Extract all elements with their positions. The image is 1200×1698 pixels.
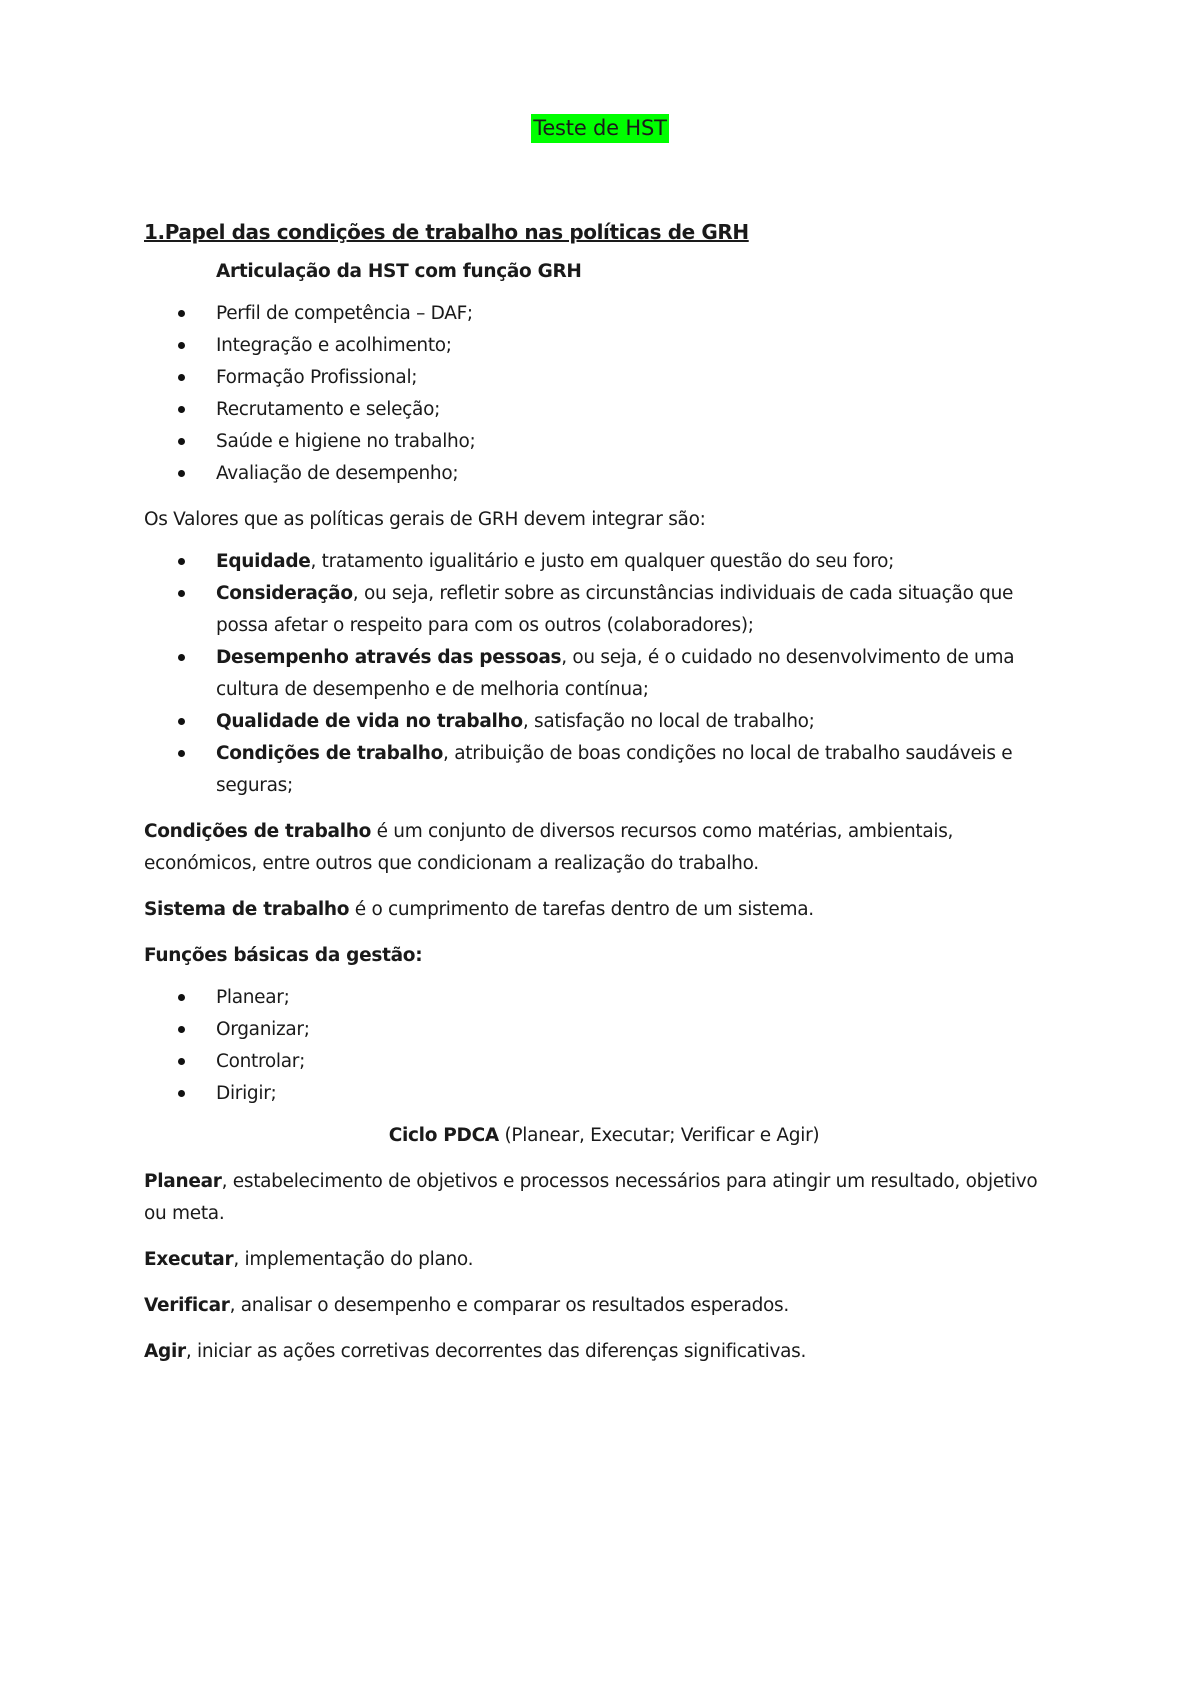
definition-term: Condições de trabalho	[144, 821, 372, 842]
pdca-heading	[144, 1120, 1064, 1152]
step-term: Agir	[144, 1341, 186, 1362]
section-heading: 1.Papel das condições de trabalho nas políticas de GRH	[144, 220, 749, 244]
list-item: Perfil de competência – DAF;	[216, 298, 1064, 330]
definition-condicoes	[144, 816, 1064, 880]
list-item: Saúde e higiene no trabalho;	[216, 426, 1064, 458]
step-term: Planear	[144, 1171, 222, 1192]
management-functions-list	[144, 982, 1064, 1110]
functions-heading: Funções básicas da gestão:	[144, 945, 423, 966]
list-item: Dirigir;	[216, 1078, 1064, 1110]
step-term: Verificar	[144, 1295, 230, 1316]
section-subheading: Articulação da HST com função GRH	[216, 261, 582, 282]
value-text: , tratamento igualitário e justo em qualquer questão do seu foro;	[310, 551, 895, 572]
value-text: , atribuição de boas condições no local de trabalho saudáveis e seguras;	[216, 743, 1013, 796]
pdca-step	[144, 1290, 1064, 1322]
step-text: , implementação do plano.	[233, 1249, 474, 1270]
value-text: , ou seja, é o cuidado no desenvolvimento de uma cultura de desempenho e de melhoria contínua;	[216, 647, 1015, 700]
list-item: Formação Profissional;	[216, 362, 1064, 394]
grh-functions-list	[144, 298, 1064, 490]
value-term: Consideração	[216, 583, 353, 604]
pdca-text: (Planear, Executar; Verificar e Agir)	[498, 1125, 820, 1146]
list-item	[216, 642, 1064, 706]
step-term: Executar	[144, 1249, 234, 1270]
list-item: Avaliação de desempenho;	[216, 458, 1064, 490]
pdca-step	[144, 1336, 1064, 1368]
definition-text: é o cumprimento de tarefas dentro de um sistema.	[349, 899, 814, 920]
value-term: Desempenho através das pessoas	[216, 647, 562, 668]
values-list	[144, 546, 1064, 802]
list-item	[216, 546, 1064, 578]
pdca-step	[144, 1166, 1064, 1230]
value-term: Condições de trabalho	[216, 743, 444, 764]
definition-text: é um conjunto de diversos recursos como matérias, ambientais, económicos, entre outros que condicionam a realização do trabalho.	[144, 821, 954, 874]
step-text: , analisar o desempenho e comparar os resultados esperados.	[229, 1295, 789, 1316]
value-term: Equidade	[216, 551, 311, 572]
definition-term: Sistema de trabalho	[144, 899, 350, 920]
list-item	[216, 706, 1064, 738]
list-item: Organizar;	[216, 1014, 1064, 1046]
value-term: Qualidade de vida no trabalho	[216, 711, 523, 732]
list-item: Recrutamento e seleção;	[216, 394, 1064, 426]
list-item	[216, 738, 1064, 802]
document-body	[144, 214, 1064, 1368]
value-text: , satisfação no local de trabalho;	[522, 711, 815, 732]
list-item	[216, 578, 1064, 642]
document-title: Teste de HST	[531, 114, 668, 143]
list-item: Controlar;	[216, 1046, 1064, 1078]
step-text: , estabelecimento de objetivos e processos necessários para atingir um resultado, objetivo ou meta.	[144, 1171, 1038, 1224]
definition-sistema	[144, 894, 1064, 926]
value-text: , ou seja, refletir sobre as circunstâncias individuais de cada situação que possa afetar o respeito para com os outros (colaboradores);	[216, 583, 1014, 636]
step-text: , iniciar as ações corretivas decorrentes das diferenças significativas.	[185, 1341, 807, 1362]
list-item: Integração e acolhimento;	[216, 330, 1064, 362]
values-intro: Os Valores que as políticas gerais de GRH devem integrar são:	[144, 509, 706, 530]
title-wrap	[0, 114, 1200, 143]
pdca-term: Ciclo PDCA	[388, 1125, 499, 1146]
list-item: Planear;	[216, 982, 1064, 1014]
pdca-step	[144, 1244, 1064, 1276]
